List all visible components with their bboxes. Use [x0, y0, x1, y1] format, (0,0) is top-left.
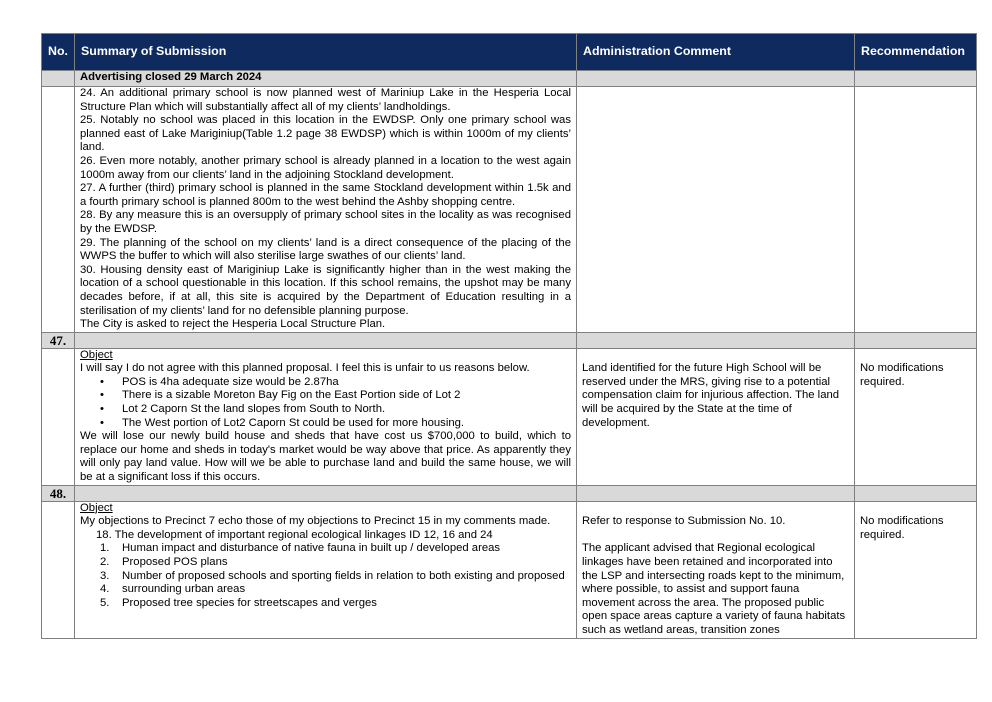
band-rec-cell	[855, 71, 977, 87]
numbered-item	[80, 570, 571, 584]
bullet-text: Lot 2 Caporn St the land slopes from South to North.	[122, 403, 386, 416]
submission-47-rec-cell	[855, 348, 977, 485]
summary-paragraph: The City is asked to reject the Hesperia Local Structure Plan.	[80, 318, 386, 331]
band-cell	[577, 485, 855, 501]
numbered-item	[80, 542, 571, 556]
summary-paragraph: 29. The planning of the school on my clients’ land is a direct consequence of the placing of the WWPS the buffer to which will also sterilise large swathes of our clients’ land.	[80, 236, 571, 263]
recommendation: No modifications required.	[860, 362, 944, 388]
item-text: Proposed tree species for streetscapes and verges	[122, 596, 377, 609]
recommendation: No modifications required.	[860, 515, 944, 541]
item-text: Number of proposed schools and sporting fields in relation to both existing and proposed	[122, 569, 565, 582]
summary-paragraph: 26. Even more notably, another primary school is already planned in a location to the west again 1000m away from our clients’ land in the adjoining Stockland development.	[80, 154, 571, 181]
item-number: 4.	[100, 583, 110, 596]
submissions-table	[41, 33, 977, 639]
point-18: 18. The development of important regional ecological linkages ID 12, 16 and 24	[96, 528, 493, 541]
advertising-closed-label: Advertising closed 29 March 2024	[75, 71, 577, 87]
band-admin-cell	[577, 71, 855, 87]
item-number: 2.	[100, 556, 110, 568]
summary-paragraph: 30. Housing density east of Mariginiup Lake is significantly higher than in the west making the location of a school questionable in this location. If this school remains, the upshot may be many decades before, if at all, this site is acquired by the Department of Education resulting in a sterilisation of my clients’ land for no defensible planning purpose.	[80, 263, 571, 317]
submission-48-number-row	[42, 485, 977, 501]
summary-paragraph: 27. A further (third) primary school is planned in the same Stockland development within 1.5k and a fourth primary school is planned 800m to the west behind the Ashby shopping centre.	[80, 182, 571, 208]
summary-paragraph: 25. Notably no school was placed in this location in the EWDSP. Only one primary school was planned east of Lake Mariginiup(Table 1.2 page 38 EWDSP) which is within 1000m of my clients’ land.	[80, 114, 571, 154]
band-cell	[75, 332, 577, 348]
admin-reference: Refer to response to Submission No. 10.	[582, 515, 786, 528]
bullet-icon: •	[100, 389, 104, 402]
item-text: Proposed POS plans	[122, 556, 228, 568]
numbered-list	[80, 542, 571, 610]
item-number: 1.	[100, 542, 110, 555]
submission-48-row	[42, 501, 977, 638]
continued-rec-cell	[855, 87, 977, 333]
item-text: surrounding urban areas	[122, 583, 246, 596]
summary-intro: I will say I do not agree with this planned proposal. I feel this is unfair to us reasons below.	[80, 362, 530, 375]
numbered-item	[80, 597, 571, 611]
continued-submission-row	[42, 87, 977, 333]
band-cell	[855, 332, 977, 348]
bullet-item	[100, 375, 571, 390]
submission-47-number-row	[42, 332, 977, 348]
bullet-list	[80, 376, 571, 430]
summary-closing: We will lose our newly build house and sheds that have cost us $700,000 to build, which to replace our home and sheds in today's market would be way above that price. As apparently they will only pay land value. How will we be able to purchase land and build the same house, we will be at a significant loss if this occurs.	[80, 430, 571, 484]
continued-admin-cell	[577, 87, 855, 333]
object-heading: Object	[80, 501, 113, 514]
numbered-item	[80, 556, 571, 570]
continued-summary-cell	[75, 87, 577, 333]
object-heading: Object	[80, 348, 113, 361]
bullet-icon: •	[100, 375, 104, 388]
header-admin-comment: Administration Comment	[577, 34, 855, 71]
bullet-text: POS is 4ha adequate size would be 2.87ha	[122, 375, 339, 388]
band-cell	[855, 485, 977, 501]
item-text: Human impact and disturbance of native fauna in built up / developed areas	[122, 542, 501, 555]
header-recommendation: Recommendation	[855, 34, 977, 71]
numbered-item	[80, 583, 571, 597]
header-row	[42, 34, 977, 71]
submission-47-admin-cell	[577, 348, 855, 485]
submission-48-rec-cell	[855, 501, 977, 638]
submissions-table-container	[41, 33, 976, 639]
submission-48-admin-cell	[577, 501, 855, 638]
band-cell	[75, 485, 577, 501]
summary-intro: My objections to Precinct 7 echo those of my objections to Precinct 15 in my comments made.	[80, 515, 551, 528]
item-number: 5.	[100, 596, 110, 609]
submission-48-no-cell	[42, 501, 75, 638]
advertising-band-row	[42, 71, 977, 87]
submission-47-row	[42, 348, 977, 485]
admin-comment: The applicant advised that Regional ecological linkages have been retained and incorporated into the LSP and intersecting roads kept to the minimum, where possible, to assist and support fauna movement across the area. The proposed public open space areas capture a variety of fauna habitats such as wetland areas, transition zones	[582, 542, 846, 636]
submission-47-no-cell	[42, 348, 75, 485]
bullet-text: The West portion of Lot2 Caporn St could be used for more housing.	[122, 416, 465, 429]
band-cell	[577, 332, 855, 348]
bullet-icon: •	[100, 403, 104, 416]
continued-no-cell	[42, 87, 75, 333]
summary-paragraph: 28. By any measure this is an oversupply of primary school sites in the locality as was recognised by the EWDSP.	[80, 209, 571, 235]
submission-48-summary-cell	[75, 501, 577, 638]
header-summary: Summary of Submission	[75, 34, 577, 71]
header-no: No.	[42, 34, 75, 71]
bullet-item	[100, 389, 571, 403]
bullet-item	[100, 416, 571, 431]
band-no-cell	[42, 71, 75, 87]
bullet-text: There is a sizable Moreton Bay Fig on the East Portion side of Lot 2	[122, 389, 461, 402]
admin-comment: Land identified for the future High School will be reserved under the MRS, giving rise to a potential compensation claim for injurious affection. The land will be acquired by the State at the time of development.	[582, 362, 840, 429]
submission-number: 48.	[42, 485, 75, 501]
bullet-icon: •	[100, 416, 104, 429]
summary-paragraph: 24. An additional primary school is now planned west of Mariniup Lake in the Hesperia Local Structure Plan which will substantially affect all of my clients’ landholdings.	[80, 87, 571, 113]
item-number: 3.	[100, 569, 110, 582]
bullet-item	[100, 403, 571, 417]
submission-47-summary-cell	[75, 348, 577, 485]
submission-number: 47.	[42, 332, 75, 348]
